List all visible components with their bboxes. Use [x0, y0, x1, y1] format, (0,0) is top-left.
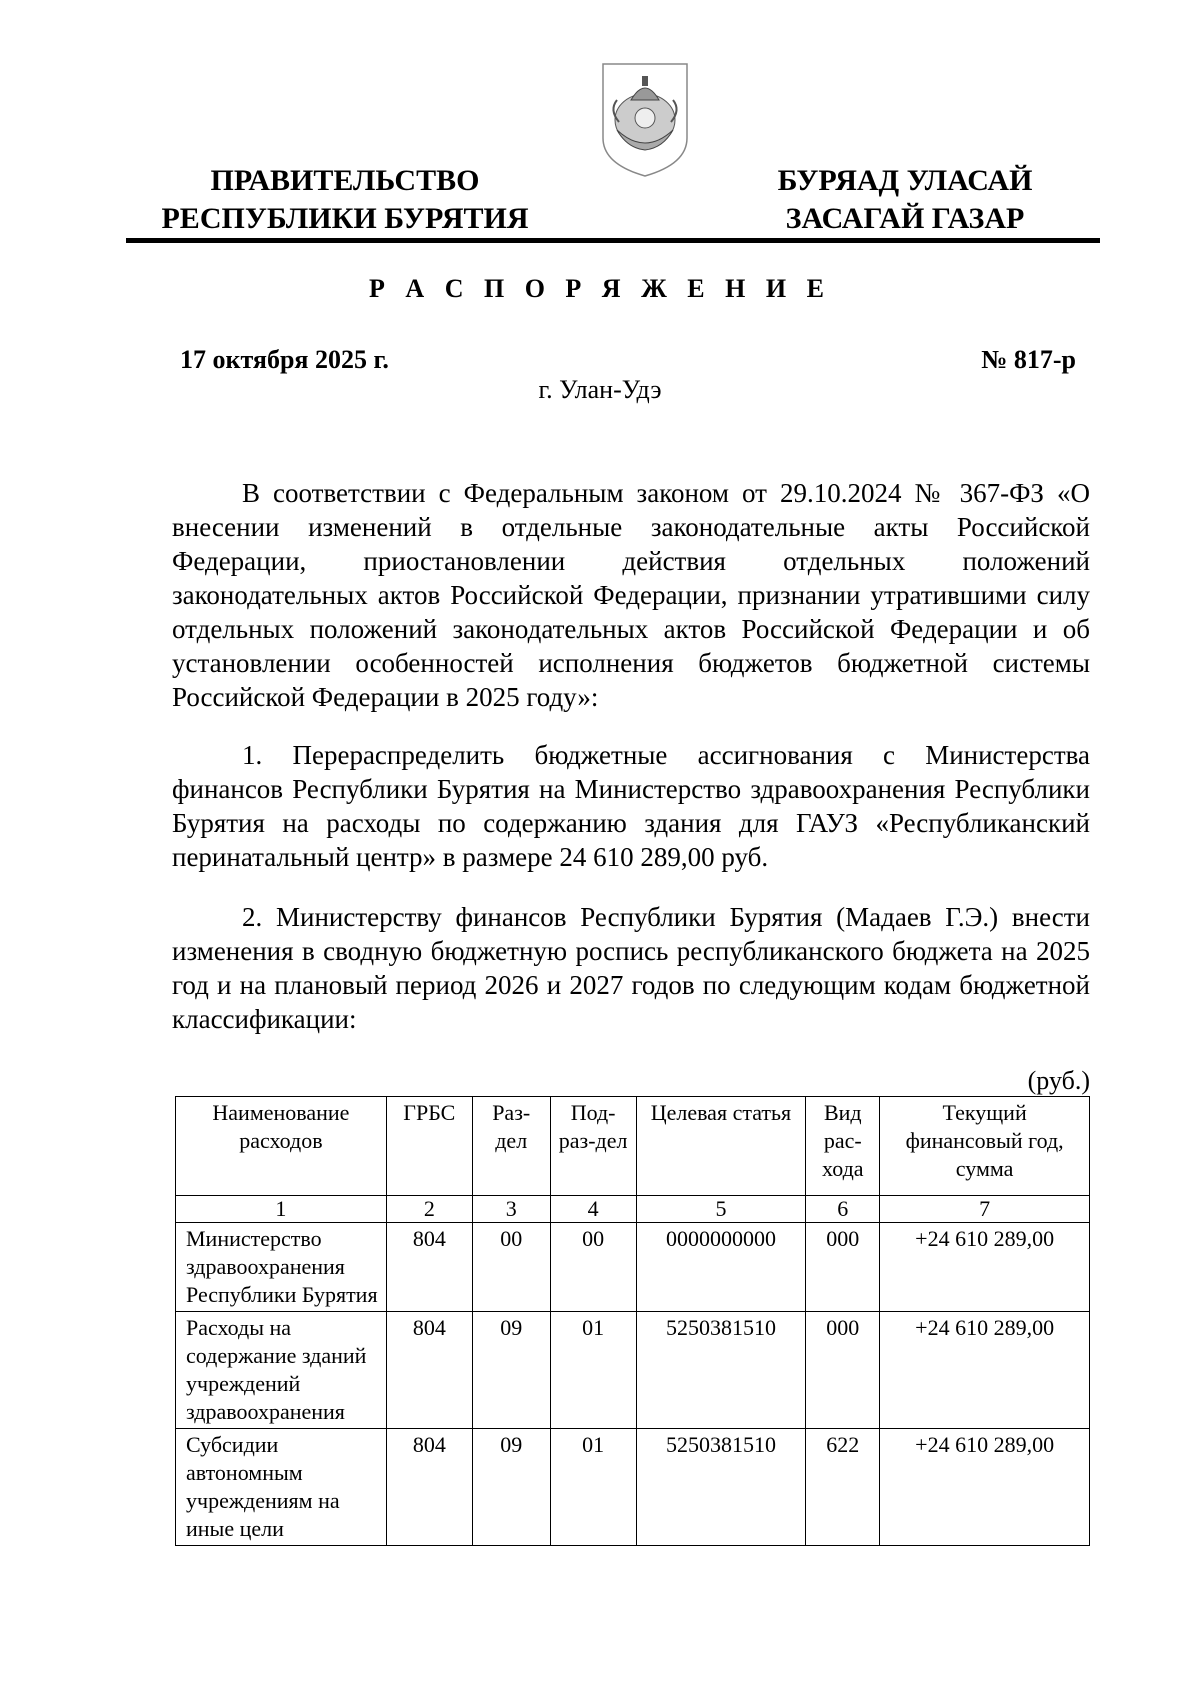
currency-unit-label: (руб.) [1027, 1066, 1090, 1095]
cell-subsection: 01 [550, 1429, 636, 1546]
column-number: 7 [880, 1196, 1090, 1223]
clause-1-paragraph: 1. Перераспределить бюджетные ассигнования с Министерства финансов Республики Бурятия на Министерство здравоохранения Республики Бурятия на расходы по содержанию здания для ГАУЗ «Республиканский перинатальный центр» в размере 24 610 289,00 руб. [172, 740, 1090, 872]
cell-subsection: 00 [550, 1223, 636, 1312]
cell-expense-type: 000 [806, 1223, 880, 1312]
table-column-numbers-row [176, 1196, 1090, 1223]
column-number: 3 [472, 1196, 550, 1223]
clause-2-paragraph: 2. Министерству финансов Республики Бурятия (Мадаев Г.Э.) внести изменения в сводную бюджетную роспись республиканского бюджета на 2025 год и на плановый период 2026 и 2027 годов по следующим кодам бюджетной классификации: [172, 902, 1090, 1034]
cell-expense-name: Субсидии автономным учреждениям на иные цели [176, 1429, 387, 1546]
document-date: 17 октября 2025 г. [180, 345, 389, 374]
column-number: 4 [550, 1196, 636, 1223]
header-divider [126, 238, 1100, 243]
cell-expense-name: Министерство здравоохранения Республики Бурятия [176, 1223, 387, 1312]
column-number: 6 [806, 1196, 880, 1223]
budget-classification-table [175, 1096, 1090, 1546]
table-row [176, 1429, 1090, 1546]
header-expense-type: Вид рас-хода [806, 1097, 880, 1196]
cell-section: 09 [472, 1312, 550, 1429]
column-number: 1 [176, 1196, 387, 1223]
header-left [150, 162, 540, 238]
header-section: Раз-дел [472, 1097, 550, 1196]
cell-target-item: 5250381510 [636, 1429, 806, 1546]
document-number: № 817-р [981, 345, 1076, 374]
header-right-line-1: БУРЯАД УЛАСАЙ [777, 164, 1033, 197]
cell-amount: +24 610 289,00 [880, 1429, 1090, 1546]
header-left-line-1: ПРАВИТЕЛЬСТВО [210, 164, 480, 197]
cell-expense-type: 622 [806, 1429, 880, 1546]
cell-amount: +24 610 289,00 [880, 1223, 1090, 1312]
table-row [176, 1223, 1090, 1312]
cell-section: 00 [472, 1223, 550, 1312]
header-amount: Текущий финансовый год, сумма [880, 1097, 1090, 1196]
header-right-line-2: ЗАСАГАЙ ГАЗАР [785, 202, 1025, 235]
cell-expense-name: Расходы на содержание зданий учреждений здравоохранения [176, 1312, 387, 1429]
table-header-row [176, 1097, 1090, 1196]
table-row [176, 1312, 1090, 1429]
header-left-line-2: РЕСПУБЛИКИ БУРЯТИЯ [161, 202, 529, 235]
cell-grbs: 804 [386, 1429, 472, 1546]
cell-amount: +24 610 289,00 [880, 1312, 1090, 1429]
header-subsection: Под-раз-дел [550, 1097, 636, 1196]
cell-grbs: 804 [386, 1312, 472, 1429]
cell-subsection: 01 [550, 1312, 636, 1429]
header-target-item: Целевая статья [636, 1097, 806, 1196]
cell-target-item: 0000000000 [636, 1223, 806, 1312]
coat-of-arms-emblem [595, 60, 695, 180]
cell-target-item: 5250381510 [636, 1312, 806, 1429]
cell-grbs: 804 [386, 1223, 472, 1312]
document-city: г. Улан-Удэ [538, 375, 662, 404]
header-right [735, 162, 1075, 238]
column-number: 5 [636, 1196, 806, 1223]
preamble-paragraph: В соответствии с Федеральным законом от 29.10.2024 № 367-ФЗ «О внесении изменений в отдельные законодательные акты Российской Федерации, приостановлении действия отдельных положений законодательных актов Российской Федерации, признании утратившими силу отдельных положений законодательных актов Российской Федерации и об установлении особенностей исполнения бюджетов бюджетной системы Российской Федерации в 2025 году»: [172, 478, 1090, 712]
column-number: 2 [386, 1196, 472, 1223]
cell-expense-type: 000 [806, 1312, 880, 1429]
document-type-title: Р А С П О Р Я Ж Е Н И Е [369, 274, 831, 303]
header-grbs: ГРБС [386, 1097, 472, 1196]
header-expense-name: Наименование расходов [176, 1097, 387, 1196]
cell-section: 09 [472, 1429, 550, 1546]
